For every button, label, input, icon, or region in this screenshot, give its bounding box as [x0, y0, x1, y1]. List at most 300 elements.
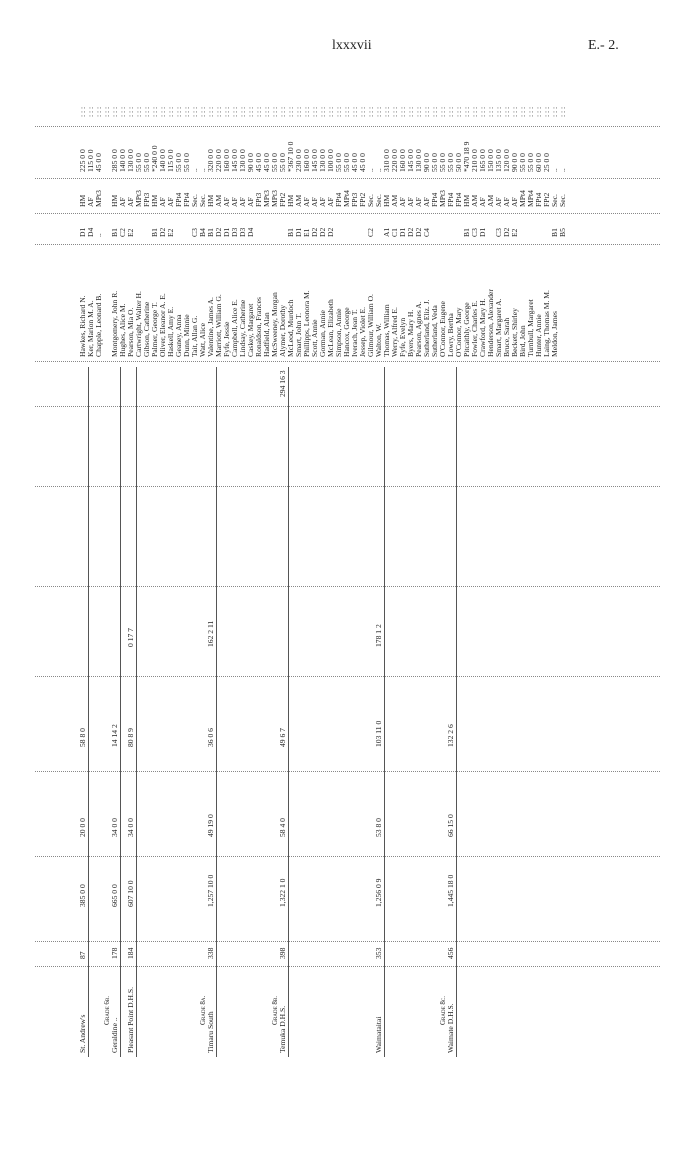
teacher-name: Chapple, Leonard B.	[94, 293, 103, 357]
school-name: Temuka D.H.S.	[278, 1005, 287, 1053]
teacher-position: AF	[502, 197, 511, 207]
school-amount-c: 36 0 6	[206, 728, 215, 747]
teacher-classification: D3	[238, 227, 247, 237]
school-amount-b: 34 0 0	[110, 818, 119, 837]
leader-dots: : : :	[190, 106, 199, 117]
leader-dots: : : :	[358, 106, 367, 117]
teacher-position: FPt2	[358, 192, 367, 207]
teacher-name: Smart, Margaret A.	[494, 298, 503, 357]
staff-row	[335, 77, 343, 1057]
leader-dots: : : :	[262, 106, 271, 117]
school-amount-extra: 294 16 3	[278, 370, 287, 397]
teacher-salary: 115 0 0	[86, 149, 95, 172]
school-row	[279, 77, 287, 1057]
leader-dots: : : :	[446, 106, 455, 117]
teacher-position: FPt4	[334, 192, 343, 207]
teacher-name: Crawford, Mary H.	[478, 298, 487, 357]
teacher-name: Marriott, William G.	[214, 294, 223, 357]
teacher-position: AM	[214, 194, 223, 207]
staff-row	[559, 77, 567, 1057]
school-row	[375, 77, 383, 1057]
school-amount-d: 0 17 7	[126, 628, 135, 647]
teacher-name: Palmer, George T.	[150, 302, 159, 357]
teacher-position: HM	[462, 194, 471, 207]
school-attendance: 398	[278, 947, 287, 959]
teacher-name: Beckett, Shirley	[510, 308, 519, 357]
school-amount-c: 14 14 2	[110, 724, 119, 747]
teacher-salary: 50 0 0	[454, 153, 463, 172]
school-amount-d: 162 2 11	[206, 620, 215, 647]
teacher-position: AF	[326, 197, 335, 207]
teacher-classification: B1	[110, 228, 119, 237]
leader-dots: : : :	[486, 106, 495, 117]
leader-dots: : : :	[78, 106, 87, 117]
teacher-salary: 285 0 0	[110, 149, 119, 172]
leader-dots: : : :	[494, 106, 503, 117]
teacher-classification: D2	[406, 227, 415, 237]
teacher-salary: 55 0 0	[174, 153, 183, 172]
page-reference: E.- 2.	[588, 38, 619, 53]
school-name: Timaru South	[206, 1011, 215, 1053]
school-attendance: 178	[110, 947, 119, 959]
teacher-position: FPt4	[182, 192, 191, 207]
teacher-name: Pearson, Agnes A.	[414, 301, 423, 357]
staff-row	[407, 77, 415, 1057]
teacher-name: Fowler, Charles E.	[470, 300, 479, 357]
teacher-name: McSweeney, Morgan	[270, 292, 279, 357]
teacher-salary: 230 0 0	[294, 149, 303, 172]
school-attendance: 184	[126, 947, 135, 959]
teacher-classification: C3	[470, 228, 479, 237]
school-name: Waimataitai	[374, 1016, 383, 1053]
leader-dots: : : :	[518, 106, 527, 117]
teacher-salary: 150 0 0	[486, 149, 495, 172]
leader-dots: : : :	[294, 106, 303, 117]
staff-row	[151, 77, 159, 1057]
teacher-position: AF	[238, 197, 247, 207]
leader-dots: : : :	[110, 106, 119, 117]
school-amount-c: 49 6 7	[278, 728, 287, 747]
staff-row	[503, 77, 511, 1057]
teacher-name: Pearson, Mia O.	[126, 307, 135, 357]
teacher-position: MPt3	[438, 190, 447, 207]
school-amount-b: 66 15 0	[446, 814, 455, 837]
staff-row	[479, 77, 487, 1057]
section-divider	[384, 367, 385, 1057]
teacher-classification: D1	[398, 227, 407, 237]
staff-row	[311, 77, 319, 1057]
teacher-classification: D2	[310, 227, 319, 237]
teacher-name: Hancox, George	[342, 307, 351, 357]
school-amount-c: 58 8 0	[78, 728, 87, 747]
teacher-salary: 160 0 0	[398, 149, 407, 172]
teacher-name: Haskell, Amy E.	[166, 306, 175, 357]
school-name: Waimate D.H.S.	[446, 1003, 455, 1053]
section-divider	[216, 367, 217, 1057]
teacher-position: AF	[230, 197, 239, 207]
teacher-position: AF	[414, 197, 423, 207]
teacher-name: Byers, Mary H.	[406, 309, 415, 357]
leader-dots: : : :	[398, 106, 407, 117]
teacher-position: Sec.	[374, 194, 383, 207]
teacher-salary: 220 0 0	[390, 149, 399, 172]
leader-dots: : : :	[174, 106, 183, 117]
teacher-name: Lowry, Bertha	[446, 313, 455, 357]
staff-row	[263, 77, 271, 1057]
teacher-position: MPt3	[262, 190, 271, 207]
leader-dots: : : :	[118, 106, 127, 117]
leader-dots: : : :	[526, 106, 535, 117]
staff-row	[471, 77, 479, 1057]
teacher-name: Valentine, James A.	[206, 297, 215, 357]
staff-row	[463, 77, 471, 1057]
leader-dots: : : :	[422, 106, 431, 117]
teacher-name: Fyfe, Jessie	[222, 321, 231, 357]
staff-row	[255, 77, 263, 1057]
teacher-salary: 45 0 0	[254, 153, 263, 172]
school-attendance: 353	[374, 947, 383, 959]
teacher-name: Thomas, William	[382, 304, 391, 357]
teacher-salary: 45 0 0	[350, 153, 359, 172]
staff-row	[551, 77, 559, 1057]
teacher-salary: 135 0 0	[494, 149, 503, 172]
leader-dots: : : :	[198, 106, 207, 117]
teacher-classification: D2	[214, 227, 223, 237]
teacher-salary: 55 0 0	[438, 153, 447, 172]
teacher-salary: 130 0 0	[126, 149, 135, 172]
teacher-position: AF	[318, 197, 327, 207]
teacher-classification: D2	[318, 227, 327, 237]
teacher-salary: 130 0 0	[318, 149, 327, 172]
teacher-position: Sec.	[558, 194, 567, 207]
teacher-position: MPt4	[342, 190, 351, 207]
staff-row	[319, 77, 327, 1057]
teacher-position: AF	[118, 197, 127, 207]
teacher-classification: ..	[94, 233, 103, 237]
teacher-name: Ker, Marion M. A.	[86, 300, 95, 357]
school-amount-a: 385 0 0	[78, 884, 87, 907]
teacher-salary: 160 0 0	[302, 149, 311, 172]
teacher-name: Watt, Alice	[198, 323, 207, 357]
teacher-position: HM	[382, 194, 391, 207]
leader-dots: : : :	[318, 106, 327, 117]
teacher-position: AF	[166, 197, 175, 207]
leader-dots: : : :	[326, 106, 335, 117]
teacher-position: MPt3	[94, 190, 103, 207]
teacher-classification: C3	[494, 228, 503, 237]
teacher-salary: 55 0 0	[526, 153, 535, 172]
teacher-position: FPt4	[534, 192, 543, 207]
rotated-table	[35, 77, 660, 1057]
staff-row	[239, 77, 247, 1057]
teacher-position: MPt3	[134, 190, 143, 207]
staff-row	[295, 77, 303, 1057]
teacher-salary: 55 0 0	[182, 153, 191, 172]
teacher-classification: E2	[166, 228, 175, 237]
staff-row	[399, 77, 407, 1057]
school-amount-a: 1,322 1 0	[278, 878, 287, 907]
teacher-name: Tait, Allan G.	[190, 315, 199, 357]
teacher-classification: D2	[158, 227, 167, 237]
teacher-position: AM	[390, 194, 399, 207]
teacher-salary: 100 0 0	[326, 149, 335, 172]
teacher-classification: D4	[86, 227, 95, 237]
staff-row	[159, 77, 167, 1057]
teacher-position: AF	[158, 197, 167, 207]
section-divider	[88, 367, 89, 1057]
teacher-salary: 55 0 0	[334, 153, 343, 172]
leader-dots: : : :	[150, 106, 159, 117]
school-amount-b: 34 0 0	[126, 818, 135, 837]
teacher-position: AF	[246, 197, 255, 207]
teacher-name: Bird, John	[518, 325, 527, 357]
leader-dots: : : :	[182, 106, 191, 117]
teacher-name: Sutherland, Veda	[430, 305, 439, 357]
teacher-salary: 90 0 0	[510, 153, 519, 172]
teacher-name: Henderson, Alexander	[486, 289, 495, 357]
leader-dots: : : :	[470, 106, 479, 117]
teacher-classification: B1	[286, 228, 295, 237]
teacher-name: Cartwright, Walter H.	[134, 291, 143, 357]
teacher-name: Montgomery, John R.	[110, 290, 119, 357]
school-name: Pleasant Point D.H.S.	[126, 986, 135, 1053]
leader-dots: : : :	[94, 106, 103, 117]
leader-dots: : : :	[454, 106, 463, 117]
teacher-position: AF	[478, 197, 487, 207]
teacher-salary: ..	[558, 168, 567, 172]
school-amount-b: 49 19 0	[206, 814, 215, 837]
teacher-name: Dunn, Minnie	[182, 314, 191, 357]
teacher-name: Oliver, Eleanor A. E.	[158, 293, 167, 357]
teacher-position: AF	[302, 197, 311, 207]
leader-dots: : : :	[550, 106, 559, 117]
teacher-classification: E1	[302, 228, 311, 237]
school-amount-a: 1,257 10 0	[206, 874, 215, 907]
school-row	[79, 77, 87, 1057]
school-row	[447, 77, 455, 1057]
staff-row	[543, 77, 551, 1057]
school-amount-b: 58 4 0	[278, 818, 287, 837]
teacher-salary: 55 0 0	[142, 153, 151, 172]
grade-heading	[199, 77, 207, 1057]
teacher-salary: ..	[374, 168, 383, 172]
teacher-classification: C2	[366, 228, 375, 237]
teacher-salary: *367 10 0	[286, 141, 295, 172]
teacher-classification: B1	[206, 228, 215, 237]
leader-dots: : : :	[134, 106, 143, 117]
staff-row	[223, 77, 231, 1057]
teacher-classification: D1	[78, 227, 87, 237]
teacher-position: AF	[222, 197, 231, 207]
leader-dots: : : :	[102, 106, 111, 117]
teacher-position: FPt4	[446, 192, 455, 207]
teacher-classification: B4	[198, 228, 207, 237]
teacher-salary: *240 0 0	[150, 145, 159, 172]
teacher-salary: 210 0 0	[470, 149, 479, 172]
school-name: Geraldine ..	[110, 1017, 119, 1053]
leader-dots: : : :	[502, 106, 511, 117]
teacher-salary: 90 0 0	[422, 153, 431, 172]
staff-row	[231, 77, 239, 1057]
teacher-position: FPt2	[278, 192, 287, 207]
school-attendance: 456	[446, 947, 455, 959]
teacher-salary: 140 0 0	[158, 149, 167, 172]
school-amount-c: 132 2 6	[446, 724, 455, 747]
leader-dots: : : :	[286, 106, 295, 117]
leader-dots: : : :	[222, 106, 231, 117]
teacher-salary: *470 18 9	[462, 141, 471, 172]
staff-row	[527, 77, 535, 1057]
leader-dots: : : :	[302, 106, 311, 117]
leader-dots: : : :	[510, 106, 519, 117]
leader-dots: : : :	[142, 106, 151, 117]
section-divider	[136, 367, 137, 1057]
teacher-position: AF	[86, 197, 95, 207]
staff-row	[535, 77, 543, 1057]
staff-row	[191, 77, 199, 1057]
teacher-classification: E2	[510, 228, 519, 237]
teacher-name: McLeod, Murdoch	[286, 299, 295, 357]
teacher-name: Werry, Alfred E.	[390, 307, 399, 357]
teacher-salary: ..	[550, 168, 559, 172]
teacher-name: O'Connor, Eugene	[438, 301, 447, 357]
school-row	[111, 77, 119, 1057]
grade-label: Grade 6b.	[103, 995, 111, 1025]
grade-label: Grade 8c.	[439, 995, 447, 1025]
leader-dots: : : :	[254, 106, 263, 117]
teacher-salary: ..	[198, 168, 207, 172]
leader-dots: : : :	[166, 106, 175, 117]
teacher-salary: 320 0 0	[206, 149, 215, 172]
teacher-position: AF	[494, 197, 503, 207]
school-amount-a: 1,445 18 0	[446, 874, 455, 907]
teacher-classification: A1	[382, 227, 391, 237]
leader-dots: : : :	[390, 106, 399, 117]
teacher-name: Hawkes, Richard N.	[78, 295, 87, 357]
teacher-salary: 55 0 0	[278, 153, 287, 172]
teacher-name: Iverach, Jean T.	[350, 309, 359, 357]
teacher-salary: 55 0 0	[518, 153, 527, 172]
leader-dots: : : :	[230, 106, 239, 117]
teacher-classification: D2	[502, 227, 511, 237]
teacher-classification: D3	[230, 227, 239, 237]
staff-row	[327, 77, 335, 1057]
teacher-salary: 115 0 0	[166, 149, 175, 172]
grade-heading	[439, 77, 447, 1057]
teacher-name: Gibson, Catherine	[142, 301, 151, 357]
teacher-name: Laing, Thomas M. M.	[542, 290, 551, 357]
teacher-salary: 120 0 0	[502, 149, 511, 172]
teacher-position: AM	[470, 194, 479, 207]
teacher-position: AF	[422, 197, 431, 207]
staff-row	[415, 77, 423, 1057]
leader-dots: : : :	[310, 106, 319, 117]
leader-dots: : : :	[158, 106, 167, 117]
teacher-position: AM	[486, 194, 495, 207]
teacher-salary: 45 0 0	[358, 153, 367, 172]
leader-dots: : : :	[382, 106, 391, 117]
school-attendance: 87	[78, 951, 87, 959]
teacher-salary: 45 0 0	[94, 153, 103, 172]
teacher-position: HM	[78, 194, 87, 207]
staff-row	[487, 77, 495, 1057]
staff-row	[391, 77, 399, 1057]
staff-row	[423, 77, 431, 1057]
teacher-name: Simpson, Annie	[334, 308, 343, 357]
teacher-name: Bruce, Sarah	[502, 317, 511, 357]
teacher-position: FPt4	[454, 192, 463, 207]
leader-dots: : : :	[238, 106, 247, 117]
teacher-salary: ..	[366, 168, 375, 172]
teacher-position: MPt4	[526, 190, 535, 207]
teacher-position: FPt3	[254, 192, 263, 207]
teacher-name: McLean, Elizabeth	[326, 299, 335, 357]
staff-row	[431, 77, 439, 1057]
teacher-position: FPt3	[350, 192, 359, 207]
teacher-name: Campbell, Alice E.	[230, 299, 239, 357]
teacher-name: Sutherland, Eliz. J.	[422, 299, 431, 357]
teacher-position: HM	[206, 194, 215, 207]
leader-dots: : : :	[542, 106, 551, 117]
teacher-name: Caskey, Margaret	[246, 303, 255, 357]
leader-dots: : : :	[558, 106, 567, 117]
leader-dots: : : :	[350, 106, 359, 117]
teacher-classification: D2	[414, 227, 423, 237]
teacher-classification: B1	[150, 228, 159, 237]
leader-dots: : : :	[86, 106, 95, 117]
teacher-classification: E2	[126, 228, 135, 237]
teacher-name: Walton, W.	[374, 323, 383, 357]
teacher-position: AF	[398, 197, 407, 207]
school-amount-c: 80 8 9	[126, 728, 135, 747]
school-amount-d: 178 1 2	[374, 624, 383, 647]
teacher-salary: 130 0 0	[414, 149, 423, 172]
leader-dots: : : :	[430, 106, 439, 117]
leader-dots: : : :	[214, 106, 223, 117]
teacher-classification: C1	[390, 228, 399, 237]
teacher-salary: 160 0 0	[222, 149, 231, 172]
teacher-salary: ..	[190, 168, 199, 172]
teacher-classification: C4	[422, 228, 431, 237]
teacher-classification: B1	[462, 228, 471, 237]
teacher-name: Smart, John T.	[294, 312, 303, 357]
teacher-salary: 145 0 0	[230, 149, 239, 172]
teacher-name: Geaney, Anna	[174, 314, 183, 357]
leader-dots: : : :	[478, 106, 487, 117]
grade-heading	[103, 77, 111, 1057]
staff-row	[367, 77, 375, 1057]
teacher-position: AM	[294, 194, 303, 207]
staff-row	[359, 77, 367, 1057]
school-amount-a: 665 0 0	[110, 884, 119, 907]
teacher-name: Hadfield, Alan	[262, 312, 271, 357]
teacher-salary: 45 0 0	[262, 153, 271, 172]
grade-heading	[271, 77, 279, 1057]
school-attendance: 338	[206, 947, 215, 959]
teacher-name: Alymer, Dorothy	[278, 305, 287, 357]
teacher-salary: 310 0 0	[382, 149, 391, 172]
teacher-position: Sec.	[198, 194, 207, 207]
teacher-position: AF	[406, 197, 415, 207]
grade-label: Grade 8a.	[199, 995, 207, 1025]
school-name: St. Andrew's	[78, 1014, 87, 1053]
leader-dots: : : :	[270, 106, 279, 117]
teacher-classification: D1	[294, 227, 303, 237]
teacher-salary: 55 0 0	[134, 153, 143, 172]
page-number: lxxxvii	[332, 38, 372, 53]
section-divider	[456, 367, 457, 1057]
teacher-classification: D1	[478, 227, 487, 237]
